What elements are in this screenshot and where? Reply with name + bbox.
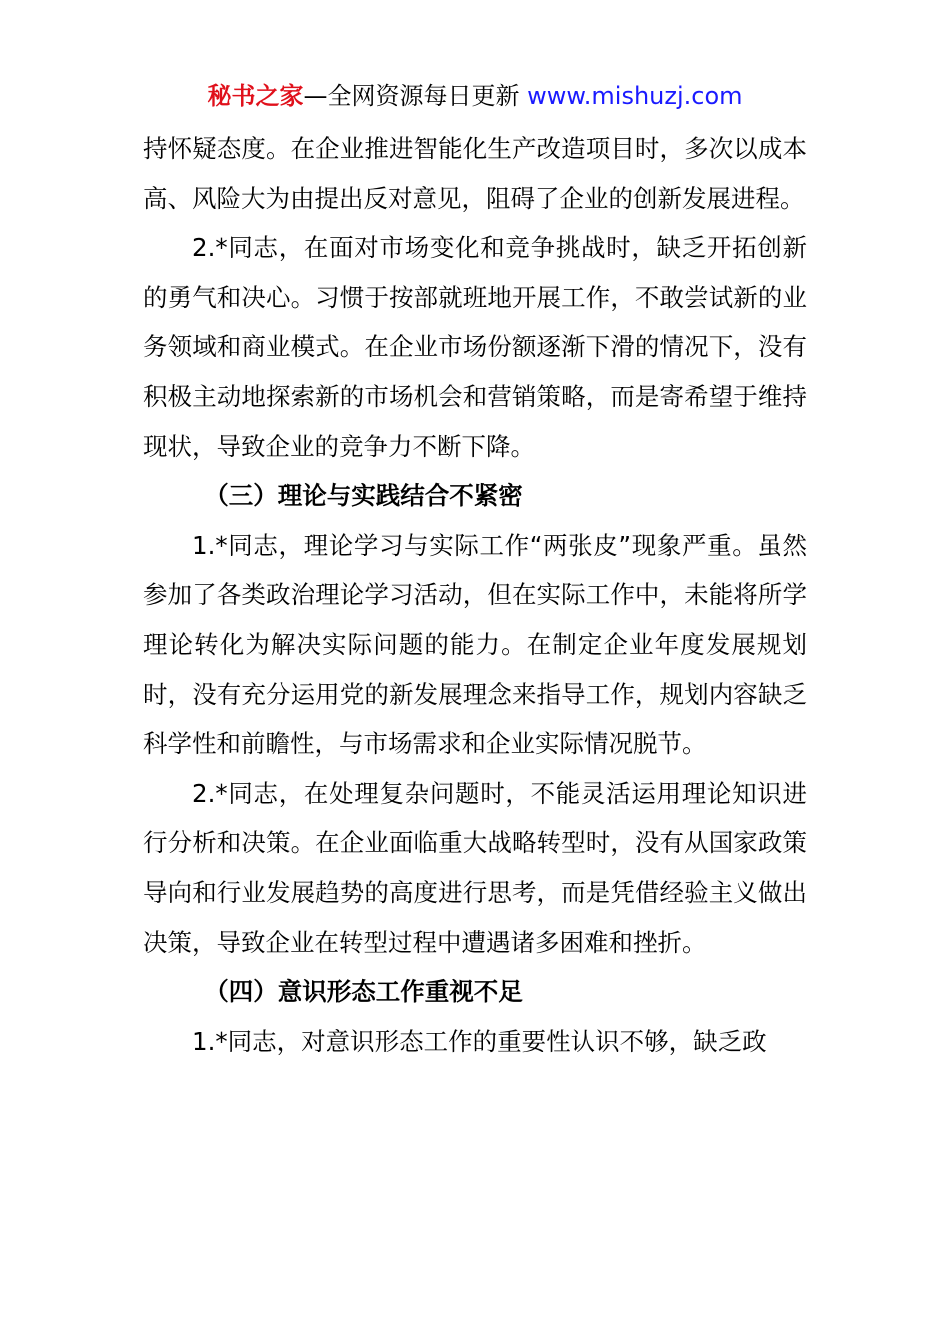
paragraph-body: 2.*同志，在面对市场变化和竞争挑战时，缺乏开拓创新的勇气和决心。习惯于按部就班地开展工作，不敢尝试新的业务领域和商业模式。在企业市场份额逐渐下滑的情况下，没有积极主动地探索新的市场机会和营销策略，而是寄希望于维持现状，导致企业的竞争力不断下降。	[143, 233, 807, 461]
paragraph-body: 1.*同志，对意识形态工作的重要性认识不够，缺乏政	[192, 1026, 767, 1056]
header-url-link[interactable]: www.mishuzj.com	[527, 82, 743, 110]
section-heading: （三）理论与实践结合不紧密	[204, 481, 523, 511]
header-brand: 秘书之家	[207, 82, 304, 110]
page-header	[0, 80, 950, 112]
paragraph-body: 2.*同志，在处理复杂问题时，不能灵活运用理论知识进行分析和决策。在企业面临重大战略转型时，没有从国家政策导向和行业发展趋势的高度进行思考，而是凭借经验主义做出决策，导致企业在转型过程中遭遇诸多困难和挫折。	[143, 778, 807, 957]
paragraph-body: 1.*同志，理论学习与实际工作“两张皮”现象严重。虽然参加了各类政治理论学习活动，但在实际工作中，未能将所学理论转化为解决实际问题的能力。在制定企业年度发展规划时，没有充分运用党的新发展理念来指导工作，规划内容缺乏科学性和前瞻性，与市场需求和企业实际情况脱节。	[143, 530, 807, 759]
document-body	[143, 124, 807, 1066]
header-tagline: —全网资源每日更新	[303, 82, 528, 110]
paragraph-continuation: 持怀疑态度。在企业推进智能化生产改造项目时，多次以成本高、风险大为由提出反对意见，阻碍了企业的创新发展进程。	[143, 134, 807, 213]
section-heading: （四）意识形态工作重视不足	[204, 977, 523, 1007]
